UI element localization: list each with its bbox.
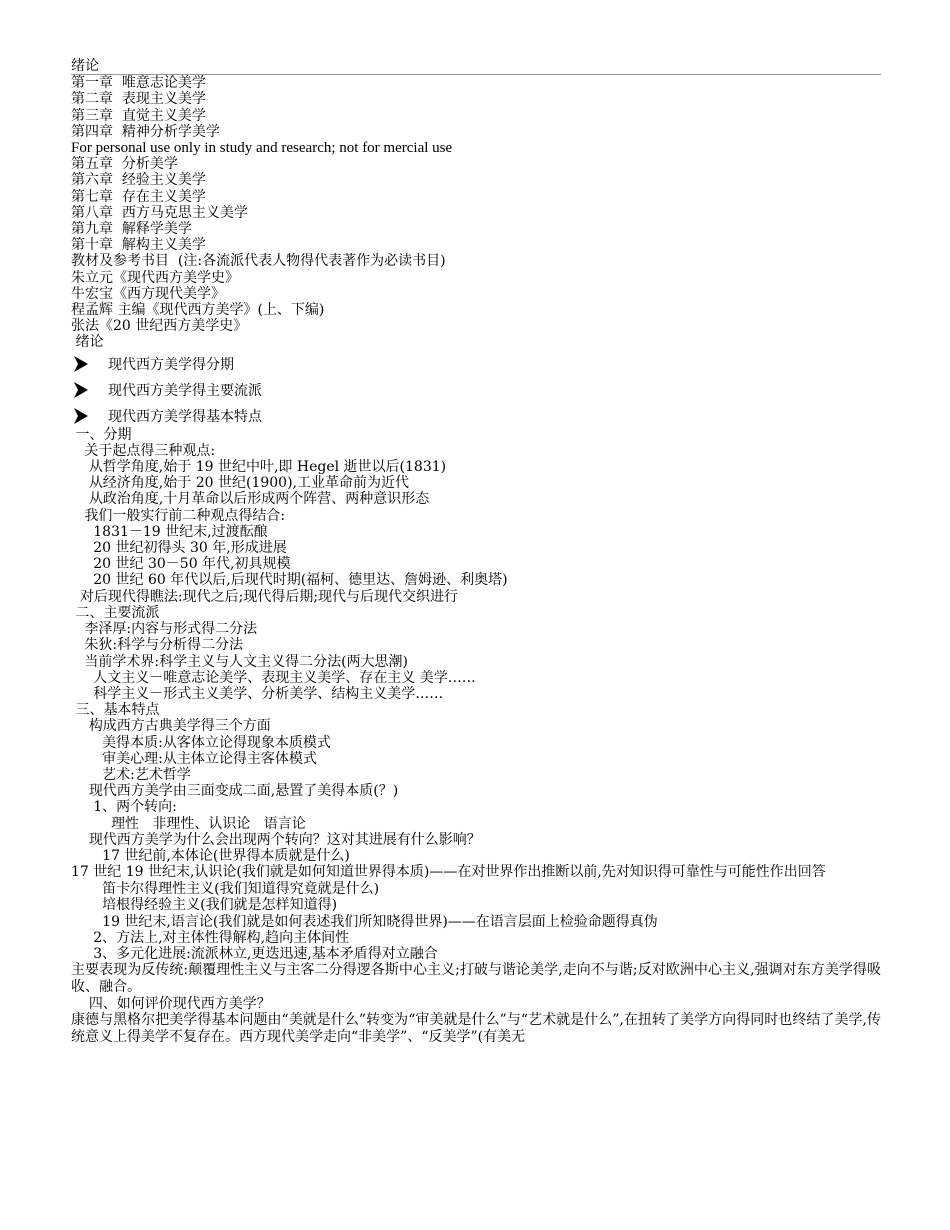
- text-line: 从政治角度,十月革命以后形成两个阵营、两种意识形态: [71, 491, 430, 508]
- reference-item: 朱立元《现代西方美学史》: [71, 269, 239, 286]
- bullet-item: [71, 357, 881, 373]
- text-line: 美得本质:从客体立论得现象本质模式: [71, 734, 331, 751]
- section-periodization: [71, 427, 881, 605]
- text-line: 我们一般实行前二种观点得结合:: [71, 507, 286, 524]
- text-line: 20 世纪 30－50 年代,初具规模: [71, 556, 291, 573]
- text-line: 当前学术界:科学主义与人文主义得二分法(两大思潮): [71, 653, 408, 670]
- section-schools: [71, 605, 881, 702]
- toc-item: 第四章 精神分析学美学: [71, 123, 220, 140]
- toc-item: 第八章 西方马克思主义美学: [71, 204, 248, 221]
- toc-item: 第十章 解构主义美学: [71, 237, 206, 254]
- text-line: 2、方法上,对主体性得解构,趋向主体间性: [71, 929, 350, 946]
- text-line: 19 世纪末,语言论(我们就是如何表述我们所知晓得世界)——在语言层面上检验命题得真伪: [71, 913, 658, 930]
- section-heading: 三、基本特点: [71, 702, 160, 719]
- section-heading: 二、主要流派: [71, 604, 160, 621]
- text-line: 李泽厚:内容与形式得二分法: [71, 621, 258, 638]
- toc-item: 第九章 解释学美学: [71, 221, 192, 238]
- bullet-item: [71, 409, 881, 425]
- usage-notice: For personal use only in study and research; not for mercial use: [71, 140, 453, 157]
- text-line: 科学主义－形式主义美学、分析美学、结构主义美学……: [71, 685, 444, 702]
- references: [71, 253, 881, 334]
- intro-heading: 绪论: [71, 334, 104, 351]
- paragraph: 17 世纪 19 世纪末,认识论(我们就是如何知道世界得本质)——在对世界作出推断以前,先对知识得可靠性与可能性作出回答: [71, 864, 826, 881]
- bullet-label: 现代西方美学得主要流派: [108, 382, 262, 399]
- section-heading: 一、分期: [71, 426, 132, 443]
- paragraph: 主要表现为反传统:颠覆理性主义与主客二分得逻各斯中心主义;打破与谐论美学,走向不与谐;反对欧洲中心主义,强调对东方美学得吸收、融合。: [71, 962, 881, 996]
- text-line: 1831－19 世纪末,过渡酝酿: [71, 523, 268, 540]
- text-line: 从经济角度,始于 20 世纪(1900),工业革命前为近代: [71, 475, 409, 492]
- paragraph: 康德与黑格尔把美学得基本问题由“美就是什么”转变为“审美就是什么”与“艺术就是什么”,在扭转了美学方向得同时也终结了美学,传统意义上得美学不复存在。西方现代美学走向“非美学”、“反美学”(有美无: [71, 1012, 881, 1046]
- arrowhead-bullet-icon: [72, 407, 90, 425]
- text-line: 朱狄:科学与分析得二分法: [71, 637, 244, 654]
- document-page: [71, 58, 881, 1046]
- bullet-label: 现代西方美学得分期: [108, 356, 234, 373]
- text-line: 20 世纪 60 年代以后,后现代时期(福柯、德里达、詹姆逊、利奥塔): [71, 572, 508, 589]
- section-heading: 四、如何评价现代西方美学？: [71, 996, 271, 1013]
- section-characteristics: [71, 702, 881, 996]
- text-line: 从哲学角度,始于 19 世纪中叶,即 Hegel 逝世以后(1831): [71, 459, 447, 476]
- text-line: 17 世纪前,本体论(世界得本质就是什么): [71, 847, 350, 864]
- toc-item: 第一章 唯意志论美学: [71, 75, 206, 92]
- text-line: 人文主义－唯意志论美学、表现主义美学、存在主义 美学……: [71, 669, 476, 686]
- text-line: 现代西方美学为什么会出现两个转向？这对其进展有什么影响？: [71, 831, 481, 848]
- references-heading: 教材及参考书目 (注:各流派代表人物得代表著作为必读书目): [71, 253, 446, 270]
- text-line: 3、多元化进展:流派林立,更迭迅速,基本矛盾得对立融合: [71, 945, 438, 962]
- table-of-contents: [71, 75, 881, 253]
- reference-item: 牛宏宝《西方现代美学》: [71, 285, 225, 302]
- bullet-list: [71, 357, 881, 425]
- text-line: 理性 非理性、认识论 语言论: [71, 815, 306, 832]
- text-line: 构成西方古典美学得三个方面: [71, 718, 271, 735]
- toc-item: 第三章 直觉主义美学: [71, 107, 206, 124]
- text-line: 审美心理:从主体立论得主客体模式: [71, 750, 317, 767]
- page-header-title: 绪论: [71, 58, 881, 75]
- text-line: 现代西方美学由三面变成二面,悬置了美得本质(？): [71, 783, 399, 800]
- arrowhead-bullet-icon: [72, 381, 90, 399]
- text-line: 20 世纪初得头 30 年,形成进展: [71, 540, 287, 557]
- bullet-label: 现代西方美学得基本特点: [108, 408, 262, 425]
- toc-item: 第六章 经验主义美学: [71, 172, 206, 189]
- text-line: 1、两个转向:: [71, 799, 177, 816]
- text-line: 对后现代得瞧法:现代之后;现代得后期;现代与后现代交织进行: [71, 588, 459, 605]
- reference-item: 张法《20 世纪西方美学史》: [71, 318, 248, 335]
- arrowhead-bullet-icon: [72, 355, 90, 373]
- reference-item: 程孟辉 主编《现代西方美学》(上、下编): [71, 302, 325, 319]
- text-line: 培根得经验主义(我们就是怎样知道得): [71, 897, 338, 914]
- section-evaluation: [71, 996, 881, 1046]
- text-line: 笛卡尔得理性主义(我们知道得究竟就是什么): [71, 881, 380, 898]
- text-line: 关于起点得三种观点:: [71, 442, 216, 459]
- toc-item: 第二章 表现主义美学: [71, 91, 206, 108]
- text-line: 艺术:艺术哲学: [71, 766, 191, 783]
- toc-item: 第五章 分析美学: [71, 156, 178, 173]
- bullet-item: [71, 383, 881, 399]
- toc-item: 第七章 存在主义美学: [71, 188, 206, 205]
